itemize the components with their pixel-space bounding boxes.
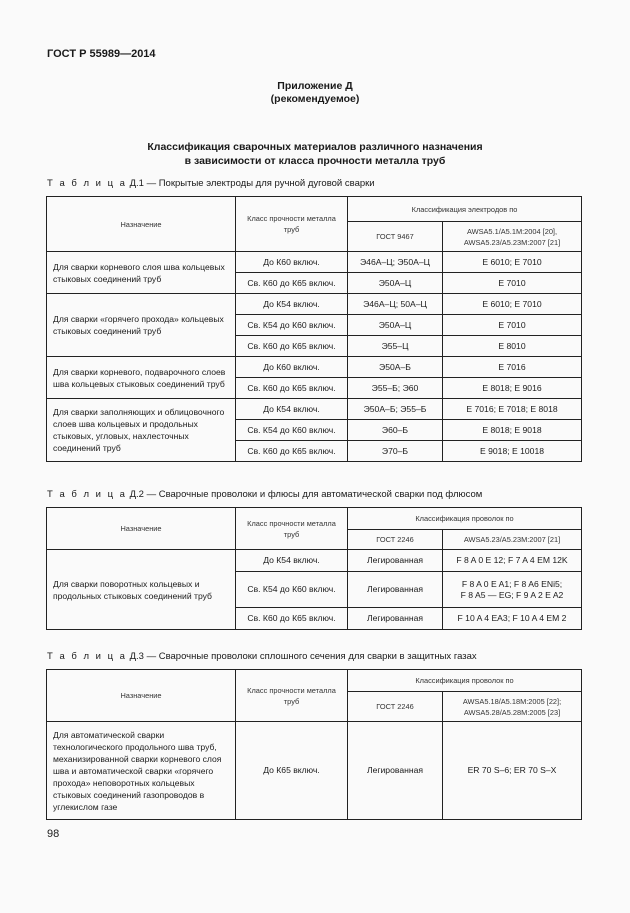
purpose-cell: Для сварки корневого слоя шва кольцевых стыковых соединений труб [47,252,236,294]
gost-cell: Э60–Б [348,420,443,441]
gost-cell: Легированная [348,572,443,608]
purpose-cell: Для сварки «горячего прохода» кольцевых стыковых соединений труб [47,294,236,357]
table-header-row [47,508,582,530]
aws-cell: E 7016; E 7018; E 8018 [443,399,582,420]
purpose-cell: Для сварки заполняющих и облицовочного слоев шва кольцевых и продольных стыковых, угловых, нахлесточных соединений труб [47,399,236,462]
header-strength-class: Класс прочности металла труб [236,508,348,550]
table1-caption-prefix: Т а б л и ц а [47,178,127,189]
section-title-line1: Классификация сварочных материалов различного назначения [147,141,483,153]
aws-line: F 8 A 0 E A1; F 8 A6 ENi5; [461,578,563,589]
section-title-line2: в зависимости от класса прочности металла труб [184,155,446,167]
strength-cell: Св. К60 до К65 включ. [236,608,348,630]
gost-cell: Э50А–Б [348,357,443,378]
gost-cell: Э46А–Ц; 50А–Ц [348,294,443,315]
appendix-title: Приложение Д [277,80,353,92]
strength-cell: До К54 включ. [236,294,348,315]
purpose-cell: Для сварки поворотных кольцевых и продольных стыковых соединений труб [47,550,236,630]
strength-cell: До К60 включ. [236,252,348,273]
header-purpose: Назначение [47,508,236,550]
gost-cell: Э46А–Ц; Э50А–Ц [348,252,443,273]
aws-cell: E 7010 [443,273,582,294]
header-purpose: Назначение [47,670,236,722]
gost-cell: Э50А–Б; Э55–Б [348,399,443,420]
table1-caption-text: Д.1 — Покрытые электроды для ручной дуговой сварки [126,178,375,189]
gost-cell: Легированная [348,550,443,572]
aws-cell: E 7010 [443,315,582,336]
header-gost: ГОСТ 2246 [348,530,443,550]
table-row [47,357,582,378]
strength-cell: До К54 включ. [236,550,348,572]
strength-cell: Св. К54 до К60 включ. [236,315,348,336]
header-aws: AWSA5.1/A5.1M:2004 [20], AWSA5.23/A5.23M:2007 [21] [443,222,582,252]
gost-cell: Легированная [348,722,443,820]
table-row [47,294,582,315]
aws-cell: E 6010; E 7010 [443,294,582,315]
aws-cell: E 9018; E 10018 [443,441,582,462]
purpose-cell: Для автоматической сварки технологического продольного шва труб, механизированной сварки корневого слоя шва и автоматической сварки «горячего прохода» неповоротных кольцевых стыковых соединений газопроводов в углекислом газе [47,722,236,820]
table-header-row [47,670,582,692]
aws-line: F 8 A5 — EG; F 9 A 2 E A2 [460,589,564,600]
table-row [47,550,582,572]
gost-cell: Э55–Б; Э60 [348,378,443,399]
strength-cell: До К54 включ. [236,399,348,420]
table3-caption-text: Д.3 — Сварочные проволоки сплошного сечения для сварки в защитных газах [126,651,477,662]
strength-cell: До К60 включ. [236,357,348,378]
header-classification: Классификация проволок по [348,670,582,692]
header-strength-class: Класс прочности металла труб [236,670,348,722]
gost-cell: Э70–Б [348,441,443,462]
table-d2 [46,507,582,630]
section-title [0,140,630,168]
table-header-row [47,197,582,222]
table3-caption-prefix: Т а б л и ц а [47,651,127,662]
document-code: ГОСТ Р 55989—2014 [47,48,156,60]
aws-cell: ER 70 S–6; ER 70 S–X [443,722,582,820]
header-gost: ГОСТ 2246 [348,692,443,722]
aws-cell: F 8 A 0 E 12; F 7 A 4 EM 12K [443,550,582,572]
gost-cell: Э55–Ц [348,336,443,357]
strength-cell: Св. К54 до К60 включ. [236,420,348,441]
strength-cell: Св. К60 до К65 включ. [236,273,348,294]
table-row [47,252,582,273]
header-aws: AWSA5.23/A5.23M:2007 [21] [443,530,582,550]
header-purpose: Назначение [47,197,236,252]
table2-caption [47,489,482,500]
aws-cell: E 8018; E 9016 [443,378,582,399]
aws-cell: F 10 A 4 EA3; F 10 A 4 EM 2 [443,608,582,630]
table2-caption-text: Д.2 — Сварочные проволоки и флюсы для автоматической сварки под флюсом [126,489,483,500]
table2-caption-prefix: Т а б л и ц а [47,489,127,500]
aws-cell: E 8010 [443,336,582,357]
header-strength-class: Класс прочности металла труб [236,197,348,252]
strength-cell: Св. К60 до К65 включ. [236,336,348,357]
gost-cell: Э50А–Ц [348,273,443,294]
header-aws: AWSA5.18/A5.18M:2005 [22]; AWSA5.28/A5.28M:2005 [23] [443,692,582,722]
purpose-cell: Для сварки корневого, подварочного слоев шва кольцевых стыковых соединений труб [47,357,236,399]
header-classification: Классификация проволок по [348,508,582,530]
gost-cell: Легированная [348,608,443,630]
table1-caption [47,178,375,189]
appendix-heading [0,80,630,106]
gost-cell: Э50А–Ц [348,315,443,336]
table-d1 [46,196,582,462]
appendix-subtitle: (рекомендуемое) [270,93,360,105]
strength-cell: Св. К60 до К65 включ. [236,441,348,462]
aws-cell: E 7016 [443,357,582,378]
aws-cell: E 8018; E 9018 [443,420,582,441]
page-number: 98 [47,828,60,840]
strength-cell: Св. К60 до К65 включ. [236,378,348,399]
table-row [47,399,582,420]
table3-caption [47,651,477,662]
table-d3 [46,669,582,820]
aws-cell: E 6010; E 7010 [443,252,582,273]
table-row [47,722,582,820]
header-classification: Классификация электродов по [348,197,582,222]
aws-cell [443,572,582,608]
strength-cell: До К65 включ. [236,722,348,820]
strength-cell: Св. К54 до К60 включ. [236,572,348,608]
header-gost: ГОСТ 9467 [348,222,443,252]
